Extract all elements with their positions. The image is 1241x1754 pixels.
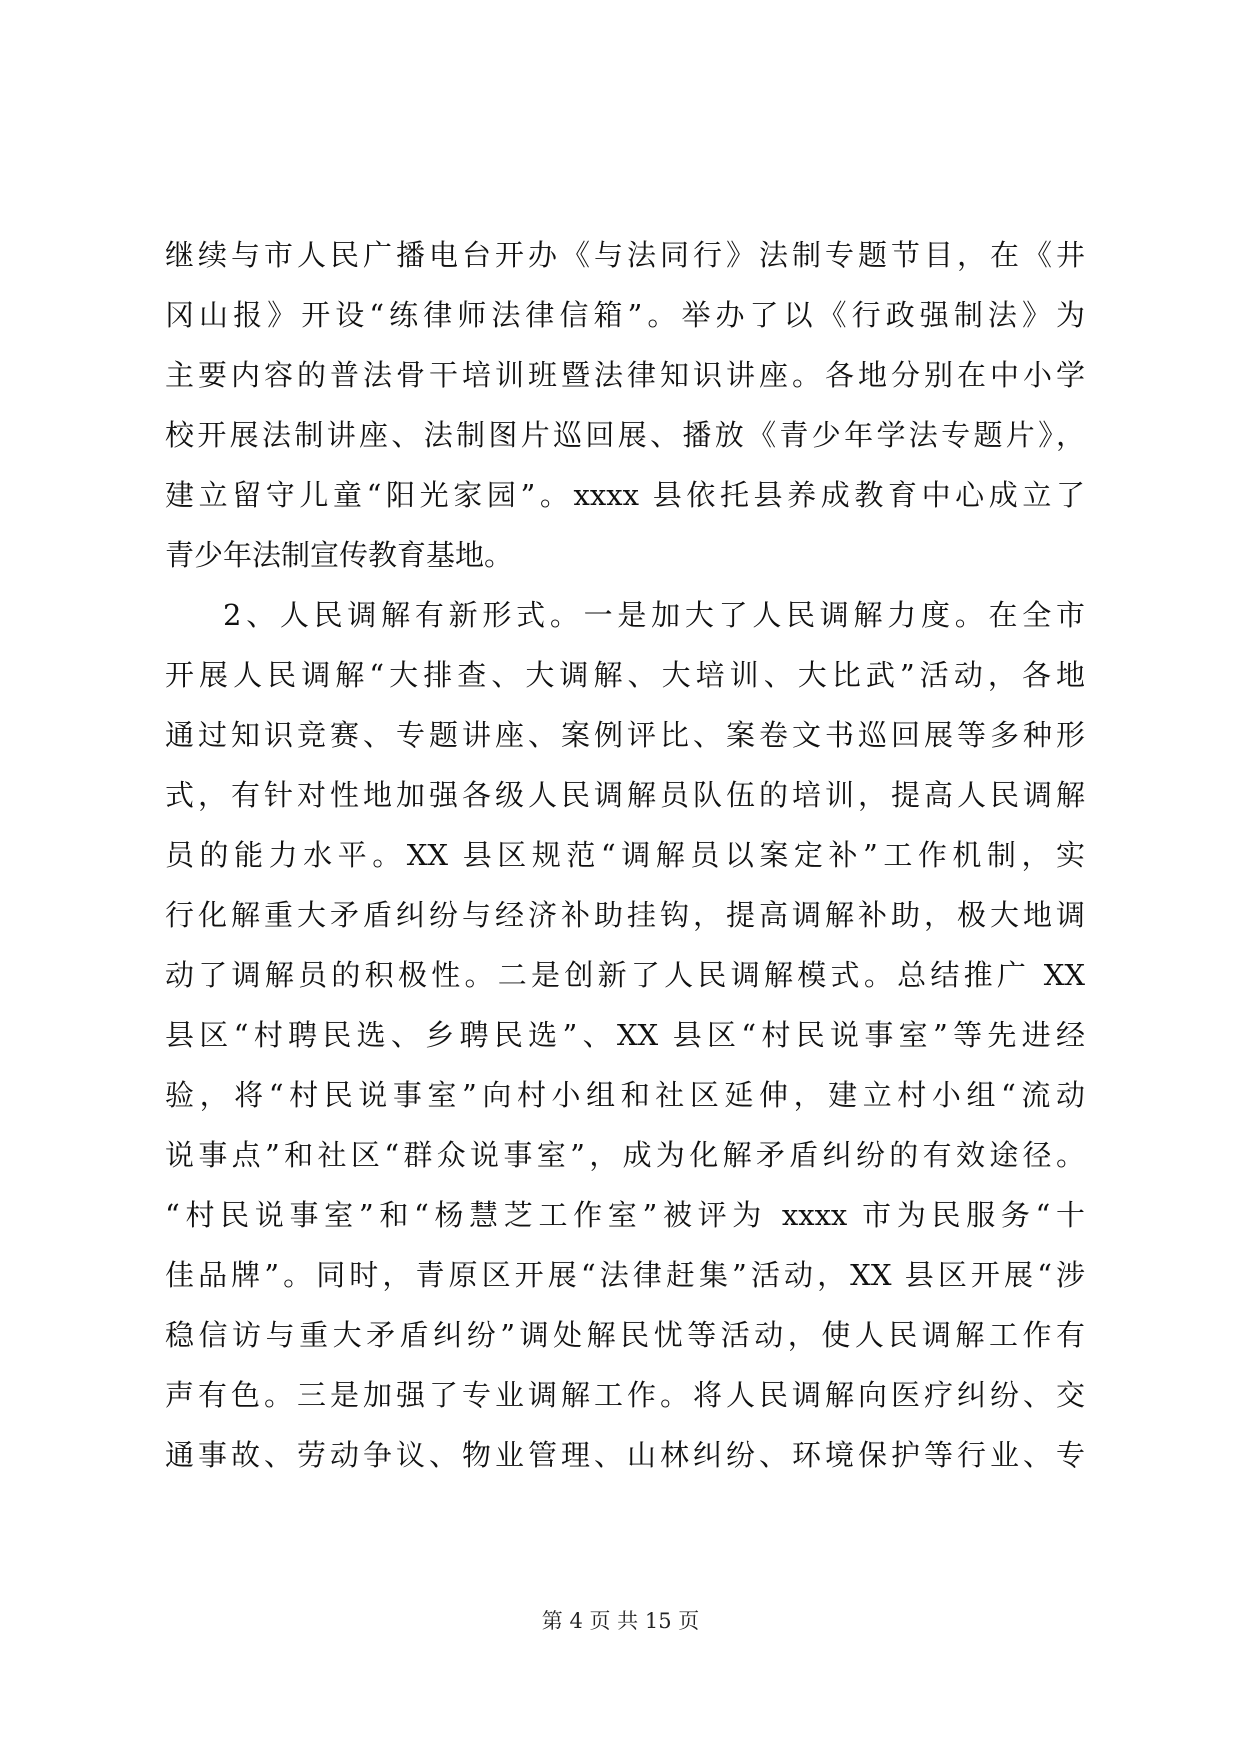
- text-line: 行化解重大矛盾纠纷与经济补助挂钩，提高调解补助，极大地调: [165, 898, 1085, 932]
- text-line: 继续与市人民广播电台开办《与法同行》法制专题节目，在《井: [165, 238, 1085, 272]
- text-line: 开展人民调解“大排查、大调解、大培训、大比武”活动，各地: [165, 658, 1085, 692]
- text-line: 员的能力水平。XX 县区规范“调解员以案定补”工作机制，实: [165, 838, 1085, 872]
- text-line: 青少年法制宣传教育基地。: [165, 538, 514, 572]
- text-line: 式，有针对性地加强各级人民调解员队伍的培训，提高人民调解: [165, 778, 1085, 812]
- text-line: 佳品牌”。同时，青原区开展“法律赶集”活动，XX 县区开展“涉: [165, 1258, 1085, 1292]
- text-line: 稳信访与重大矛盾纠纷”调处解民忧等活动，使人民调解工作有: [165, 1318, 1085, 1352]
- text-line: 主要内容的普法骨干培训班暨法律知识讲座。各地分别在中小学: [165, 358, 1085, 392]
- text-line: 动了调解员的积极性。二是创新了人民调解模式。总结推广 XX: [165, 958, 1085, 992]
- text-line: 通过知识竞赛、专题讲座、案例评比、案卷文书巡回展等多种形: [165, 718, 1085, 752]
- text-line: 验，将“村民说事室”向村小组和社区延伸，建立村小组“流动: [165, 1078, 1085, 1112]
- text-line: 2、人民调解有新形式。一是加大了人民调解力度。在全市: [223, 598, 1085, 632]
- text-line: 校开展法制讲座、法制图片巡回展、播放《青少年学法专题片》，: [165, 418, 1085, 452]
- text-line: 声有色。三是加强了专业调解工作。将人民调解向医疗纠纷、交: [165, 1378, 1085, 1412]
- text-line: “村民说事室”和“杨慧芝工作室”被评为 xxxx 市为民服务“十: [165, 1198, 1085, 1232]
- text-line: 通事故、劳动争议、物业管理、山林纠纷、环境保护等行业、专: [165, 1438, 1085, 1472]
- text-line: 冈山报》开设“练律师法律信箱”。举办了以《行政强制法》为: [165, 298, 1085, 332]
- text-line: 建立留守儿童“阳光家园”。xxxx 县依托县养成教育中心成立了: [165, 478, 1085, 512]
- text-line: 县区“村聘民选、乡聘民选”、XX 县区“村民说事室”等先进经: [165, 1018, 1085, 1052]
- text-line: 说事点”和社区“群众说事室”，成为化解矛盾纠纷的有效途径。: [165, 1138, 1085, 1172]
- page-number-footer: 第 4 页 共 15 页: [541, 1609, 700, 1633]
- document-body: [165, 225, 1085, 1485]
